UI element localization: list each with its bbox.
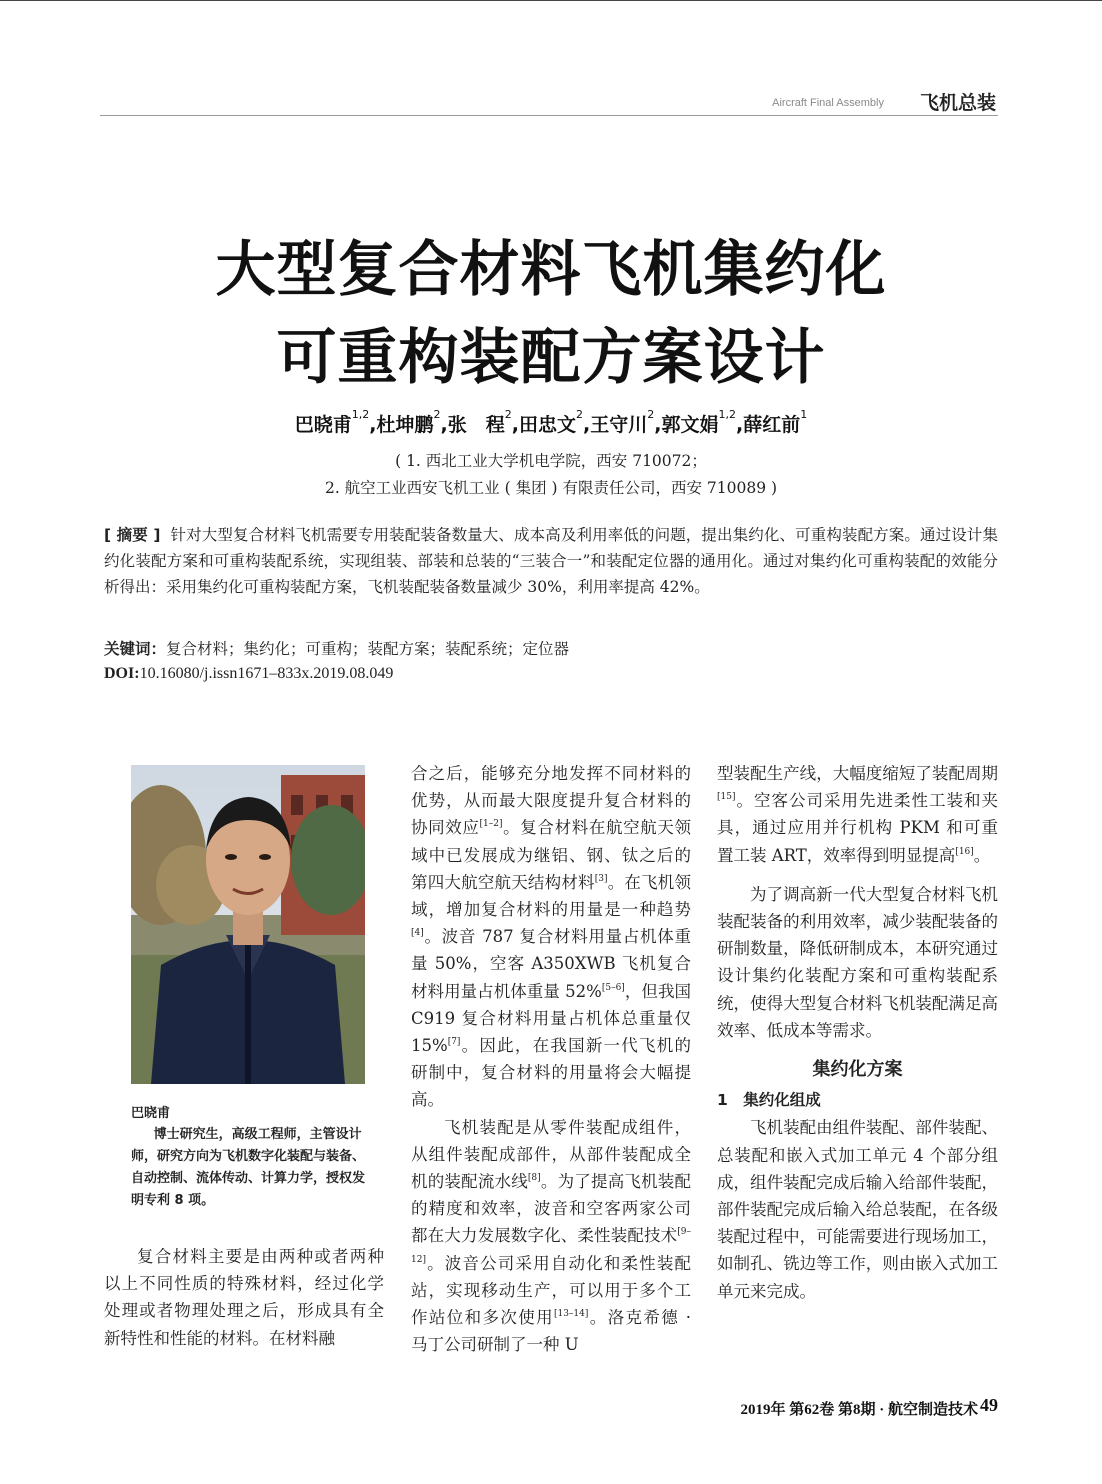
- keywords: [104, 637, 569, 659]
- paragraph: [411, 760, 691, 1114]
- author: 田忠文: [518, 414, 576, 436]
- author-affiliation-mark: 2: [576, 408, 583, 421]
- citation: [4]: [411, 928, 424, 939]
- keywords-label: 关键词：: [104, 640, 167, 658]
- citation: [5–6]: [601, 982, 625, 993]
- paragraph: 飞机装配由组件装配、部件装配、总装配和嵌入式加工单元 4 个部分组成，组件装配完成后输入给部件装配，部件装配完成后输入给总装配，在各级装配过程中，可能需要进行现场加工，如制孔、铣边等工作，则由嵌入式加工单元来完成。: [717, 1118, 998, 1301]
- author: 郭文娟: [661, 414, 719, 436]
- keywords-text: 复合材料；集约化；可重构；装配方案；装配系统；定位器: [166, 640, 570, 658]
- column-1: [104, 1243, 384, 1352]
- text-run: 。空客公司采用先进柔性工装和夹具，通过应用并行机构 PKM 和可重置工装 ART，效率得到明显提高: [717, 791, 998, 865]
- text-run: 。在飞机领域，增加复合材料的用量是一种趋势: [411, 872, 691, 920]
- author-affiliation-mark: 2: [647, 408, 655, 421]
- text-run: 型装配生产线，大幅度缩短了装配周期: [717, 764, 998, 783]
- column-3: [717, 760, 998, 1305]
- text-run: 合之后，能够充分地发挥不同材料的优势，从而最大限度提升复合材料的协同效应: [411, 764, 691, 838]
- journal-issue: 2019年 第62卷 第8期 · 航空制造技术: [740, 1402, 978, 1418]
- header-section-en: Aircraft Final Assembly: [772, 97, 884, 109]
- text-run: 。洛克希德 · 马丁公司研制了一种 U: [411, 1308, 691, 1355]
- author-affiliation-mark: 2: [433, 408, 441, 421]
- bio-body: 博士研究生，高级工程师，主管设计师，研究方向为飞机数字化装配与装备、自动控制、流体传动、计算力学，授权发明专利 8 项。: [131, 1127, 366, 1208]
- citation: [7]: [447, 1037, 461, 1048]
- author: 张 程: [447, 414, 505, 436]
- article-title-line2: 可重构装配方案设计: [276, 323, 826, 393]
- abstract: [104, 522, 998, 600]
- abstract-text: 针对大型复合材料飞机需要专用装配装备数量大、成本高及利用率低的问题，提出集约化、可重构装配方案。通过设计集约化装配方案和可重构装配系统，实现组装、部装和总装的“三装合一”和装配定位器的通用化。通过对集约化可重构装配的效能分析得出：采用集约化可重构装配方案，飞机装配装备数量减少 30%，利用率提高 42%。: [104, 526, 998, 596]
- author: 杜坤鹏: [376, 414, 434, 436]
- author-affiliation-mark: 1: [800, 408, 808, 421]
- affiliation-line2: 2. 航空工业西安飞机工业 ( 集团 ) 有限责任公司，西安 710089 ): [324, 479, 778, 497]
- citation: [3]: [594, 873, 608, 884]
- author-affiliation-mark: 2: [504, 408, 512, 421]
- subsection-heading: 1 集约化组成: [717, 1091, 821, 1110]
- bio-text: [131, 1124, 367, 1212]
- header-rule: [100, 115, 998, 116]
- author-affiliation-mark: 1,2: [351, 408, 370, 421]
- paragraph: 为了调高新一代大型复合材料飞机装配装备的利用效率，减少装配装备的研制数量，降低研制成本，本研究通过设计集约化装配方案和可重构装配系统，使得大型复合材料飞机装配满足高效率、低成本等需求。: [717, 884, 998, 1040]
- abstract-label: [ 摘要 ]: [104, 526, 161, 544]
- text-run: 飞机装配是从零件装配成组件，从组件装配成部件，从部件装配成全机的装配流水线: [411, 1117, 691, 1192]
- doi-value: 10.16080/j.issn1671–833x.2019.08.049: [139, 665, 394, 682]
- citation: [16]: [955, 846, 974, 857]
- citation: [8]: [527, 1173, 541, 1184]
- author: 巴晓甫: [294, 414, 352, 436]
- text-run: 。波音公司采用自动化和柔性装配站，实现移动生产，可以用于多个工作站位和多次使用: [411, 1253, 691, 1328]
- header-section-cn: 飞机总装: [919, 92, 996, 114]
- text-run: 。波音 787 复合材料用量占机体重量 50%，空客 A350XWB 飞机复合材料用量占机体重量 52%: [411, 927, 691, 1001]
- citation: [9–12]: [411, 1227, 691, 1265]
- section-heading: 集约化方案: [812, 1059, 903, 1081]
- text-run: ，但我国 C919 复合材料用量占机体总重量仅 15%: [411, 981, 691, 1056]
- paragraph: [717, 760, 998, 869]
- paragraph: 复合材料主要是由两种或者两种以上不同性质的特殊材料，经过化学处理或者物理处理之后，形成具有全新特性和性能的材料。在材料融: [104, 1247, 384, 1348]
- bio-name: 巴晓甫: [131, 1106, 171, 1121]
- affiliation-line1: ( 1. 西北工业大学机电学院，西安 710072；: [395, 452, 707, 470]
- text-run: 。为了提高飞机装配的精度和效率，波音和空客两家公司都在大力发展数字化、柔性装配技术: [411, 1172, 691, 1246]
- column-2: [411, 760, 691, 1358]
- article-title-line1: 大型复合材料飞机集约化: [215, 235, 887, 305]
- citation: [1–2]: [479, 819, 503, 830]
- author-photo: [131, 765, 365, 1084]
- author-affiliation-mark: 1,2: [718, 408, 736, 421]
- text-run: 。因此，在我国新一代飞机的研制中，复合材料的用量将会大幅提高。: [411, 1036, 691, 1110]
- doi-label: DOI:: [104, 665, 140, 682]
- text-run: 。复合材料在航空航天领域中已发展成为继铝、钢、钛之后的第四大航空航天结构材料: [411, 818, 692, 892]
- author-list: 巴晓甫$^{1,2}$,杜坤鹏$^2$,张 程$^2$,田忠文$^2$,王守川$^2$,郭文娟$^{1,2}$,薛红前$^1$: [294, 408, 808, 436]
- top-rule: [0, 0, 1102, 1]
- citation: [15]: [717, 792, 736, 803]
- author: 王守川: [590, 414, 648, 436]
- page-number: 49: [980, 1395, 998, 1415]
- author: 薛红前: [743, 414, 801, 436]
- paragraph: [411, 1114, 691, 1359]
- doi: [104, 665, 393, 683]
- citation: [13–14]: [553, 1309, 589, 1320]
- text-run: 。: [973, 845, 991, 865]
